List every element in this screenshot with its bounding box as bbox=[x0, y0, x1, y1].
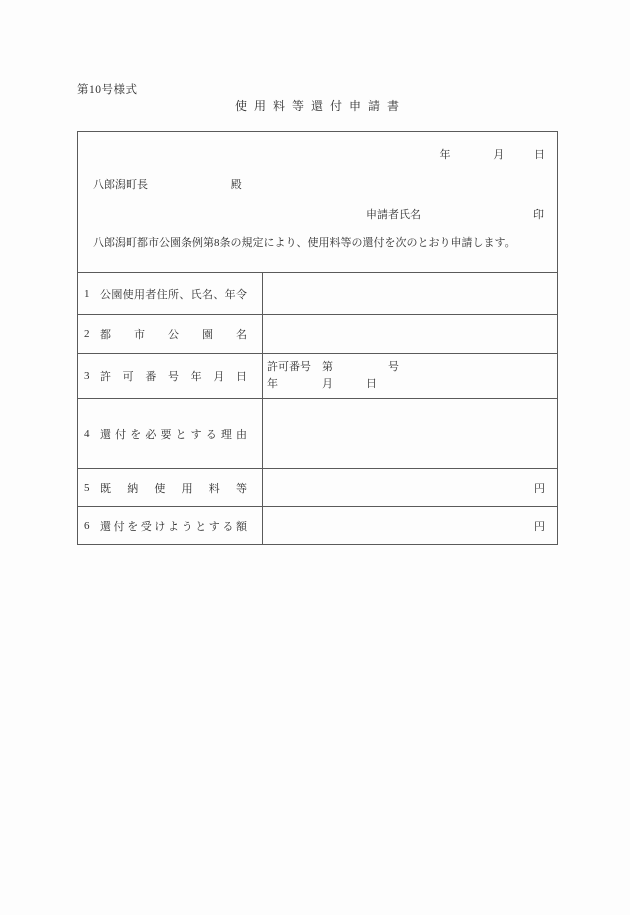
statement-text: 八郎潟町都市公園条例第8条の規定により、使用料等の還付を次のとおり申請します。 bbox=[93, 237, 516, 249]
row-label: 還付を必要とする理由 bbox=[100, 428, 247, 441]
fee-refund-table bbox=[78, 272, 557, 544]
row-number: 4 bbox=[84, 427, 90, 440]
row-label-cell bbox=[78, 315, 263, 353]
seal-label: 印 bbox=[533, 209, 544, 221]
row-number: 3 bbox=[84, 370, 90, 382]
row-label: 還付を受けようとする額 bbox=[100, 520, 247, 533]
permit-number-line: 許可番号 第 号 bbox=[267, 361, 399, 373]
table-row-park-user bbox=[78, 273, 557, 314]
table-row-permit-number bbox=[78, 353, 557, 398]
table-row-refund-amount bbox=[78, 506, 557, 544]
applicant-line bbox=[78, 206, 557, 222]
park-name-value-cell bbox=[263, 315, 557, 353]
yen-unit-label: 円 bbox=[534, 482, 545, 495]
table-row-refund-reason bbox=[78, 398, 557, 468]
recipient-line bbox=[93, 176, 242, 192]
row-number: 1 bbox=[84, 287, 90, 300]
yen-unit-label: 円 bbox=[534, 520, 545, 533]
date-line bbox=[78, 146, 557, 162]
permit-number-value-cell bbox=[263, 354, 557, 398]
honorific-label: 殿 bbox=[230, 179, 242, 191]
form-title: 使用料等還付申請書 bbox=[234, 99, 406, 113]
day-label: 日 bbox=[534, 149, 545, 161]
row-label: 都市公園名 bbox=[100, 329, 247, 341]
paid-fee-value-cell bbox=[263, 469, 557, 506]
table-row-paid-fee bbox=[78, 468, 557, 506]
row-label: 公園使用者住所、氏名、年令 bbox=[100, 288, 247, 301]
form-header bbox=[78, 132, 557, 272]
row-label: 許可番号年月日 bbox=[100, 371, 247, 383]
row-number: 2 bbox=[84, 328, 90, 340]
form-number: 第10号様式 bbox=[77, 84, 138, 96]
row-number: 5 bbox=[84, 481, 90, 494]
row-label-cell bbox=[78, 469, 263, 506]
row-label-cell bbox=[78, 507, 263, 544]
permit-lines bbox=[263, 354, 557, 393]
year-label: 年 bbox=[439, 149, 451, 161]
row-number: 6 bbox=[84, 519, 90, 532]
month-label: 月 bbox=[493, 149, 505, 161]
row-label-cell bbox=[78, 399, 263, 468]
applicant-name-label: 申請者氏名 bbox=[366, 209, 421, 221]
refund-reason-value-cell bbox=[263, 399, 557, 468]
park-user-value-cell bbox=[263, 273, 557, 314]
permit-date-line: 年 月 日 bbox=[267, 378, 377, 390]
mayor-label: 八郎潟町長 bbox=[93, 179, 148, 191]
table-row-park-name bbox=[78, 314, 557, 353]
application-form-box bbox=[77, 131, 558, 545]
row-label-cell bbox=[78, 354, 263, 398]
row-label-cell bbox=[78, 273, 263, 314]
refund-amount-value-cell bbox=[263, 507, 557, 544]
row-label: 既納使用料等 bbox=[100, 482, 247, 495]
